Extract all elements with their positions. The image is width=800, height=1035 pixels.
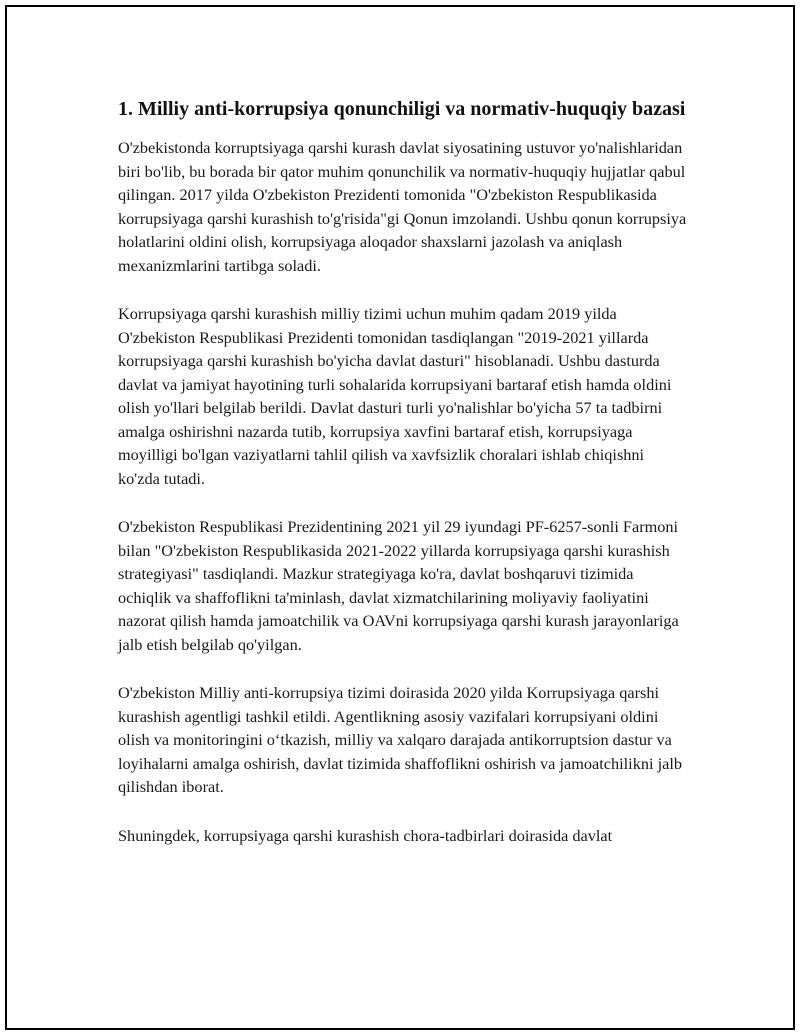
section-heading: 1. Milliy anti-korrupsiya qonunchiligi va normativ-huquqiy bazasi	[118, 98, 686, 120]
paragraph-3: O'zbekiston Respublikasi Prezidentining 2021 yil 29 iyundagi PF-6257-sonli Farmoni bilan "O'zbekiston Respublikasida 2021-2022 yillarda korrupsiyaga qarshi kurashish strategiyasi" tasdiqlandi. Mazkur strategiyaga ko'ra, davlat boshqaruvi tizimida ochiqlik va shaffoflikni ta'minlash, davlat xizmatchilarining moliyaviy faoliyatini nazorat qilish hamda jamoatchilik va OAVni korrupsiyaga qarshi kurash jarayonlariga jalb etish belgilab qo'yilgan.	[118, 517, 679, 654]
paragraph-2: Korrupsiyaga qarshi kurashish milliy tizimi uchun muhim qadam 2019 yilda O'zbekiston Respublikasi Prezidenti tomonidan tasdiqlangan "2019-2021 yillarda korrupsiyaga qarshi kurashish bo'yicha davlat dasturi" hisoblanadi. Ushbu dasturda davlat va jamiyat hayotining turli sohalarida korrupsiyani bartaraf etish hamda oldini olish yo'llari belgilab berildi. Davlat dasturi turli yo'nalishlar bo'yicha 57 ta tadbirni amalga oshirishni nazarda tutib, korrupsiya xavfini bartaraf etish, korrupsiyaga moyilligi bo'lgan vaziyatlarni tahlil qilish va xavfsizlik choralari ishlab chiqishni ko'zda tutadi.	[118, 304, 672, 488]
document-body	[118, 96, 688, 872]
paragraph-5: Shuningdek, korrupsiyaga qarshi kurashish chora-tadbirlari doirasida davlat	[118, 825, 613, 845]
paragraph-1: O'zbekistonda korruptsiyaga qarshi kurash davlat siyosatining ustuvor yo'nalishlaridan biri bo'lib, bu borada bir qator muhim qonunchilik va normativ-huquqiy hujjatlar qabul qilingan. 2017 yilda O'zbekiston Prezidenti tomonida "O'zbekiston Respublikasida korrupsiyaga qarshi kurashish to'g'risida"gi Qonun imzolandi. Ushbu qonun korrupsiya holatlarini oldini olish, korrupsiyaga aloqador shaxslarni jazolash va aniqlash mexanizmlarini tartibga soladi.	[118, 138, 687, 275]
paragraph-4: O'zbekiston Milliy anti-korrupsiya tizimi doirasida 2020 yilda Korrupsiyaga qarshi kurashish agentligi tashkil etildi. Agentlikning asosiy vazifalari korrupsiyani oldini olish va monitoringini o‘tkazish, milliy va xalqaro darajada antikorruptsion dastur va loyihalarni amalga oshirish, davlat tizimida shaffoflikni oshirish va jamoatchilikni jalb qilishdan iborat.	[118, 683, 682, 796]
